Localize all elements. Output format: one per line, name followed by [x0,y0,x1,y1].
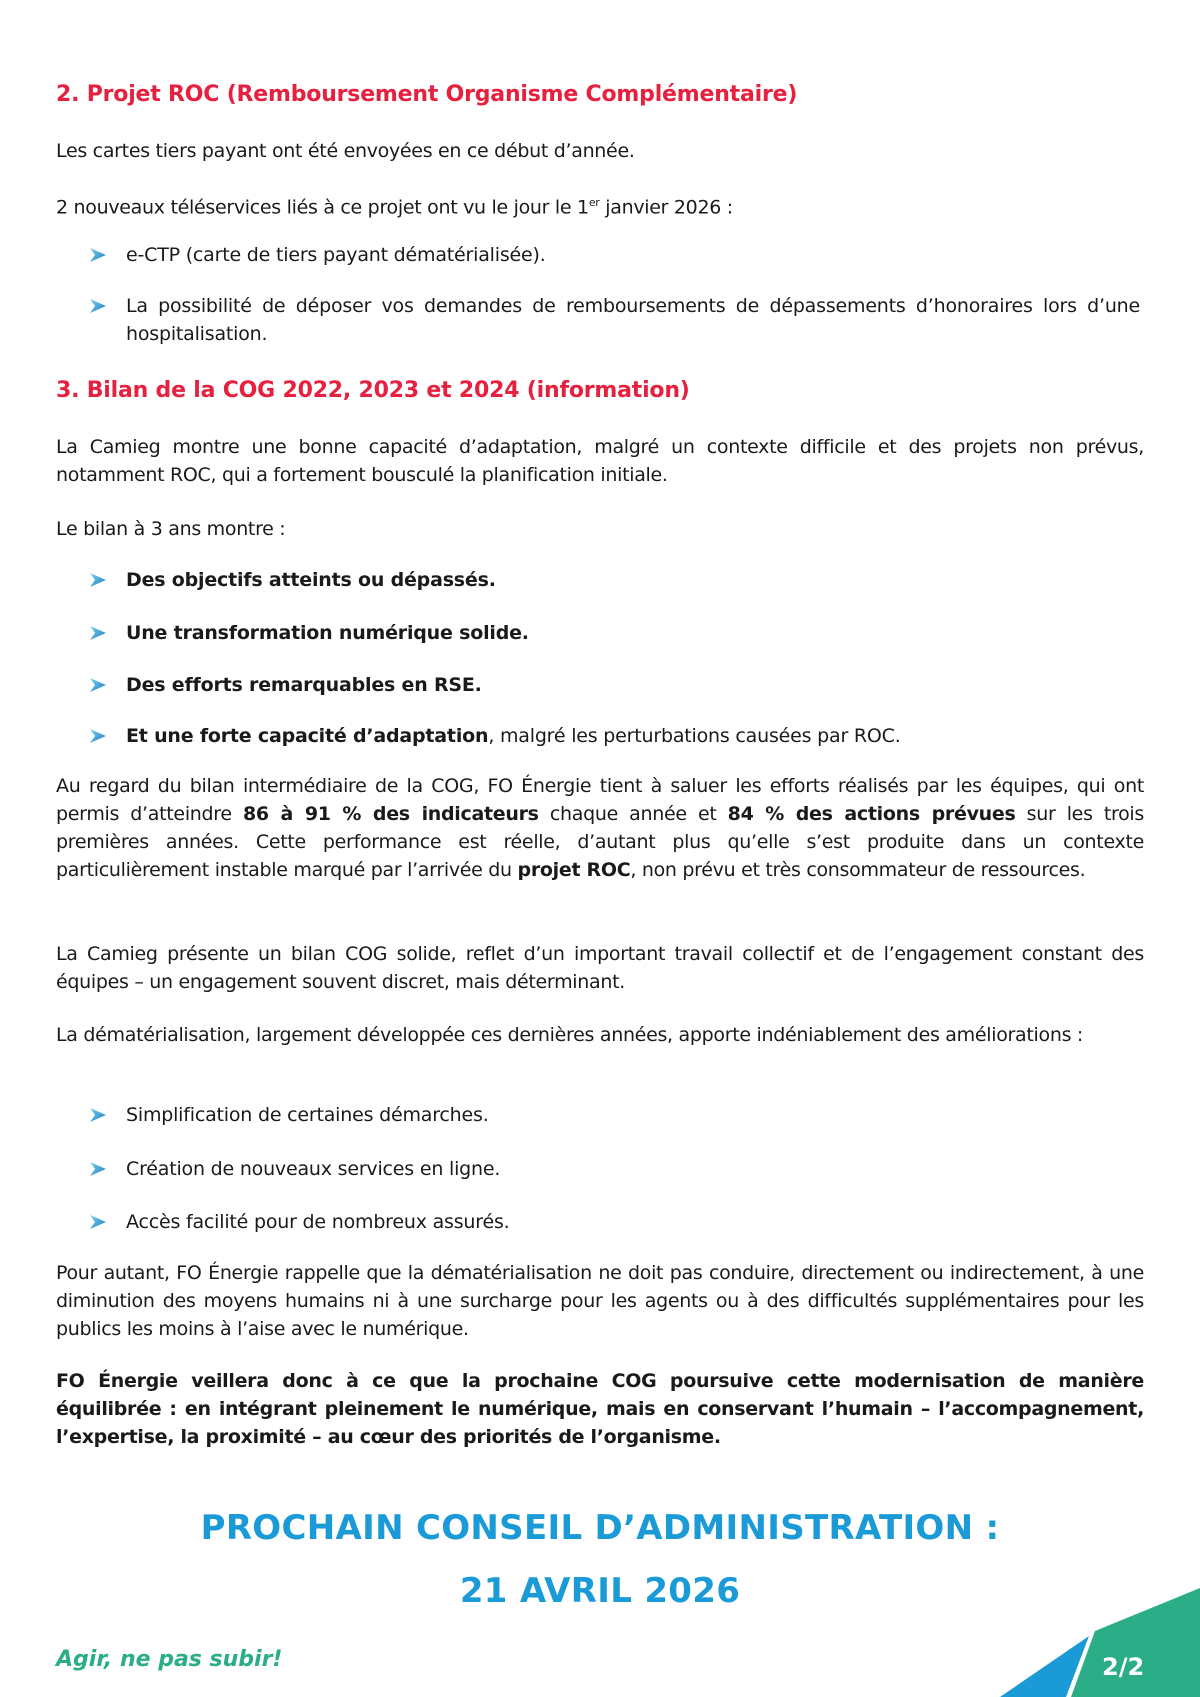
list-item: Une transformation numérique solide. [90,619,1140,647]
list-item: Accès facilité pour de nombreux assurés. [90,1208,1140,1236]
section-3-paragraph-4: La Camieg présente un bilan COG solide, reflet d’un important travail collectif et de l’engagement constant des équipes – un engagement souvent discret, mais déterminant. [56,943,1144,993]
list-item: La possibilité de déposer vos demandes de remboursements de dépassements d’honoraires lors d’une hospitalisation. [90,292,1140,348]
section-3-paragraph-5: La dématérialisation, largement développée ces dernières années, apporte indéniablement des améliorations : [56,1024,1084,1046]
list-item: Des objectifs atteints ou dépassés. [90,566,1140,594]
section-2-paragraph-1: Les cartes tiers payant ont été envoyées en ce début d’année. [56,140,635,162]
footer-slogan: Agir, ne pas subir! [56,1647,283,1672]
section-2-heading: 2. Projet ROC (Remboursement Organisme Complémentaire) [56,82,798,107]
list-item: Simplification de certaines démarches. [90,1101,1140,1129]
list-item: Et une forte capacité d’adaptation, malgré les perturbations causées par ROC. [90,722,1140,750]
section-3-heading: 3. Bilan de la COG 2022, 2023 et 2024 (information) [56,378,690,403]
next-board-meeting-heading: PROCHAIN CONSEIL D’ADMINISTRATION : [200,1508,1000,1548]
list-item: Des efforts remarquables en RSE. [90,671,1140,699]
section-3-paragraph-6: Pour autant, FO Énergie rappelle que la dématérialisation ne doit pas conduire, directement ou indirectement, à une diminution des moyens humains ni à une surcharge pour les agents ou à des difficultés supplémentaires pour les publics les moins à l’aise avec le numérique. [56,1262,1144,1340]
page-number: 2/2 [1102,1653,1145,1681]
list-item: Création de nouveaux services en ligne. [90,1155,1140,1183]
section-2-paragraph-2: 2 nouveaux téléservices liés à ce projet ont vu le jour le 1er janvier 2026 : [56,196,733,219]
section-3-paragraph-3: Au regard du bilan intermédiaire de la COG, FO Énergie tient à saluer les efforts réalisés par les équipes, qui ont permis d’atteindre 86 à 91 % des indicateurs chaque année et 84 % des actions prévues sur les trois premières années. Cette performance est réelle, d’autant plus qu’elle s’est produite dans un contexte particulièrement instable marqué par l’arrivée du projet ROC, non prévu et très consommateur de ressources. [56,775,1144,881]
section-3-paragraph-2: Le bilan à 3 ans montre : [56,518,286,540]
section-3-conclusion: FO Énergie veillera donc à ce que la prochaine COG poursuive cette modernisation de manière équilibrée : en intégrant pleinement le numérique, mais en conservant l’humain – l’accompagnement, l’expertise, la proximité – au cœur des priorités de l’organisme. [56,1370,1144,1448]
list-item: e-CTP (carte de tiers payant dématérialisée). [90,241,1140,269]
next-board-meeting-date: 21 AVRIL 2026 [459,1571,741,1611]
section-3-paragraph-1: La Camieg montre une bonne capacité d’adaptation, malgré un contexte difficile et des projets non prévus, notamment ROC, qui a fortement bousculé la planification initiale. [56,436,1144,486]
